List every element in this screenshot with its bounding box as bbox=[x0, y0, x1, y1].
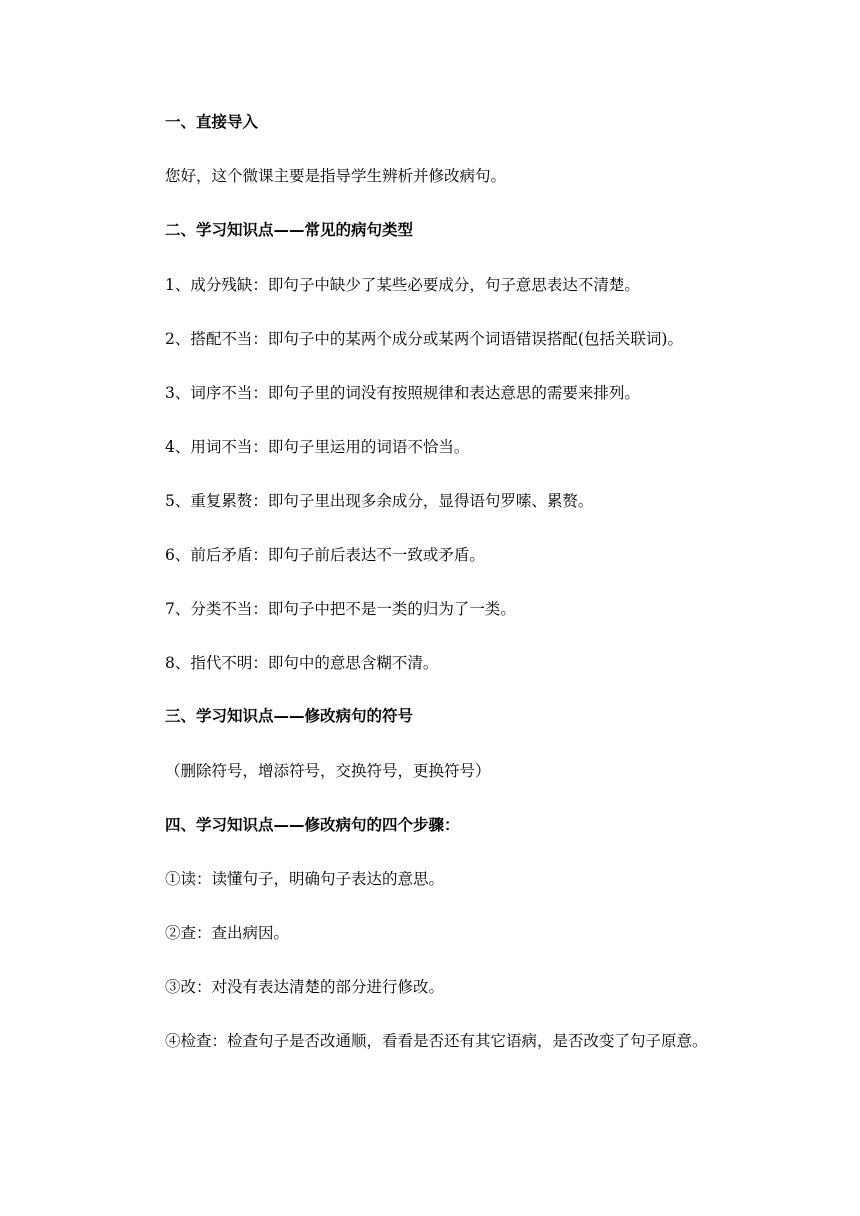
type-item-3: 3、词序不当：即句子里的词没有按照规律和表达意思的需要来排列。 bbox=[165, 384, 640, 402]
section-1-title: 一、直接导入 bbox=[165, 113, 259, 131]
step-item-1: ①读：读懂句子，明确句子表达的意思。 bbox=[165, 870, 445, 888]
section-3-title: 三、学习知识点——修改病句的符号 bbox=[165, 707, 414, 725]
section-4-title: 四、学习知识点——修改病句的四个步骤： bbox=[165, 816, 460, 834]
type-item-1: 1、成分残缺：即句子中缺少了某些必要成分，句子意思表达不清楚。 bbox=[165, 276, 640, 294]
section-2-title: 二、学习知识点——常见的病句类型 bbox=[165, 221, 414, 239]
step-item-4: ④检查：检查句子是否改通顺，看看是否还有其它语病，是否改变了句子原意。 bbox=[165, 1032, 708, 1050]
type-item-8: 8、指代不明：即句中的意思含糊不清。 bbox=[165, 654, 439, 672]
type-item-6: 6、前后矛盾：即句子前后表达不一致或矛盾。 bbox=[165, 546, 485, 564]
type-item-7: 7、分类不当：即句子中把不是一类的归为了一类。 bbox=[165, 600, 516, 618]
section-1-text: 您好，这个微课主要是指导学生辨析并修改病句。 bbox=[165, 167, 507, 185]
type-item-2: 2、搭配不当：即句子中的某两个成分或某两个词语错误搭配(包括关联词)。 bbox=[165, 330, 683, 348]
step-item-3: ③改：对没有表达清楚的部分进行修改。 bbox=[165, 978, 445, 996]
section-3-text: （删除符号，增添符号，交换符号，更换符号） bbox=[165, 762, 491, 780]
step-item-2: ②查：查出病因。 bbox=[165, 924, 290, 942]
type-item-4: 4、用词不当：即句子里运用的词语不恰当。 bbox=[165, 438, 470, 456]
type-item-5: 5、重复累赘：即句子里出现多余成分，显得语句罗嗦、累赘。 bbox=[165, 492, 594, 510]
